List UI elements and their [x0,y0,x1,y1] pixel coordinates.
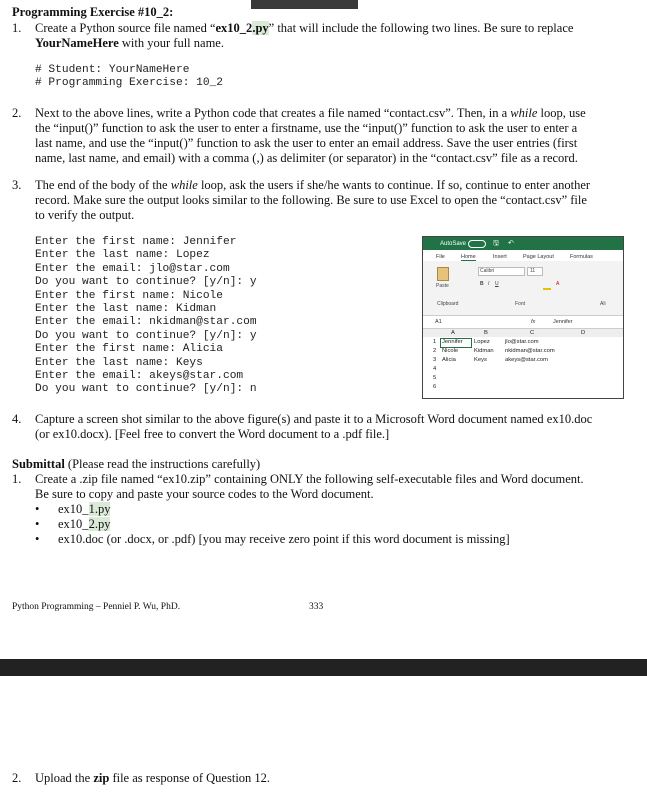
col-header-a: A [451,330,455,336]
clipboard-label: Clipboard [437,301,459,307]
ribbon-tabs [423,251,623,261]
cell: Lopez [474,339,490,345]
console-line: Enter the last name: Keys [35,356,203,369]
console-line: Do you want to continue? [y/n]: y [35,329,257,342]
top-dark-tab [251,0,358,9]
row-number: 5 [433,375,437,381]
formula-value: Jennifer [553,319,573,325]
bullet-dot: • [35,532,40,546]
font-group-label: Font [515,301,526,307]
row-number: 4 [433,366,437,372]
item-2-number: 2. [12,106,22,120]
cell: Nicole [442,348,459,354]
autosave-label: AutoSave [440,241,467,247]
cell: nkidman@star.com [505,348,555,354]
console-line: Enter the last name: Kidman [35,303,217,316]
console-line: Do you want to continue? [y/n]: y [35,276,257,289]
alignment-group-label: Ali [600,301,606,307]
item-4-line-2: (or ex10.docx). [Feel free to convert the Word document to a .pdf file.] [35,427,390,441]
row-number: 3 [433,357,437,363]
excel-title-bar [423,237,623,250]
fx-label: fx [531,319,536,325]
font-name: Calibri [480,268,495,274]
ribbon [423,261,623,316]
cell-reference: A1 [435,319,442,325]
row-number: 6 [433,384,437,390]
item-3-line-3: to verify the output. [35,208,135,222]
submittal-line-1: Create a .zip file named “ex10.zip” containing ONLY the following self-executable files and Word document. [35,472,584,486]
cell: Keys [474,357,487,363]
item-2-line-2: the “input()” function to ask the user to enter a firstname, use the “input()” function to ask the user to enter a [35,121,578,135]
cell: akeys@star.com [505,357,548,363]
italic-icon: I [488,281,490,287]
col-header-c: C [530,330,535,336]
item-4-number: 4. [12,412,22,426]
question-2-text: Upload the zip file as response of Question 12. [35,771,271,785]
col-header-d: D [581,330,586,336]
item-1-line-2: YourNameHere with your full name. [35,36,224,50]
fill-color-icon [543,288,551,290]
font-color-icon: A [556,281,560,287]
console-line: Enter the email: akeys@star.com [35,370,244,383]
bullet-dot: • [35,517,40,531]
bullet-item: • ex10.doc (or .docx, or .pdf) [you may receive zero point if this word document is missing] [35,532,510,546]
code-header-line-2: # Programming Exercise: 10_2 [35,77,223,89]
paste-icon [437,267,449,281]
question-2-number: 2. [12,771,22,785]
console-line: Do you want to continue? [y/n]: n [35,383,257,396]
tab-page-layout: Page Layout [523,254,554,260]
save-icon: 🖫 [493,240,499,247]
bold-icon: B [480,281,484,287]
bullet-dot: • [35,502,40,516]
item-3-line-1: The end of the body of the while loop, ask the users if she/he wants to continue. If so, continue to enter another [35,178,591,192]
item-1-line-1: Create a Python source file named “ex10_2.py” that will include the following two lines. Be sure to replace [35,21,574,35]
row-number: 1 [433,339,437,345]
console-line: Enter the first name: Jennifer [35,236,237,248]
underline-icon: U [495,281,499,287]
cell: jlo@star.com [505,339,539,345]
console-line: Enter the first name: Nicole [35,289,223,302]
console-line: Enter the last name: Lopez [35,249,210,262]
exercise-heading: Programming Exercise #10_2: [12,5,174,19]
submittal-heading: Submittal (Please read the instructions carefully) [12,457,261,471]
row-number: 2 [433,348,437,354]
page-break-bar [0,659,647,676]
item-4-line-1: Capture a screen shot similar to the above figure(s) and paste it to a Microsoft Word document named ex10.doc [35,412,593,426]
console-line: Enter the email: jlo@star.com [35,262,230,275]
autosave-toggle [468,240,486,248]
console-output [35,236,257,397]
footer-author: Python Programming – Penniel P. Wu, PhD. [12,602,181,612]
submittal-line-2: Be sure to copy and paste your source codes to the Word document. [35,487,374,501]
console-line: Enter the first name: Alicia [35,343,223,356]
paste-label: Paste [436,283,449,289]
submittal-item-1-number: 1. [12,472,22,486]
console-line: Enter the email: nkidman@star.com [35,316,257,329]
bullet-item: • ex10_1.py [35,502,111,516]
cell: Jennifer [442,339,463,345]
item-2-line-3: last name, and use the “input()” function to ask the user to enter an email address. Save the user entries (first [35,136,578,150]
tab-home: Home [461,254,476,260]
sheet-grid [423,329,623,399]
item-1-number: 1. [12,21,22,35]
excel-screenshot [422,236,624,399]
bullet-item: • ex10_2.py [35,517,111,531]
cell: Alicia [442,357,456,363]
item-3-number: 3. [12,178,22,192]
col-header-b: B [484,330,488,336]
cell: Kidman [474,348,494,354]
code-header-line-1: # Student: YourNameHere [35,64,190,76]
font-size: 11 [530,268,536,274]
formula-bar [423,317,623,329]
page-number: 333 [309,602,324,612]
item-2-line-1: Next to the above lines, write a Python code that creates a file named “contact.csv”. Then, in a while loop, use [35,106,586,120]
tab-formulas: Formulas [570,254,593,260]
undo-icon: ↶ [508,240,514,247]
tab-insert: Insert [493,254,507,260]
tab-file: File [436,254,445,260]
item-3-line-2: record. Make sure the output looks similar to the following. Be sure to use Excel to open the “contact.csv” file [35,193,587,207]
item-2-line-4: name, last name, and email) with a comma (,) as delimiter (or separator) in the “contact.csv” file as a record. [35,151,578,165]
